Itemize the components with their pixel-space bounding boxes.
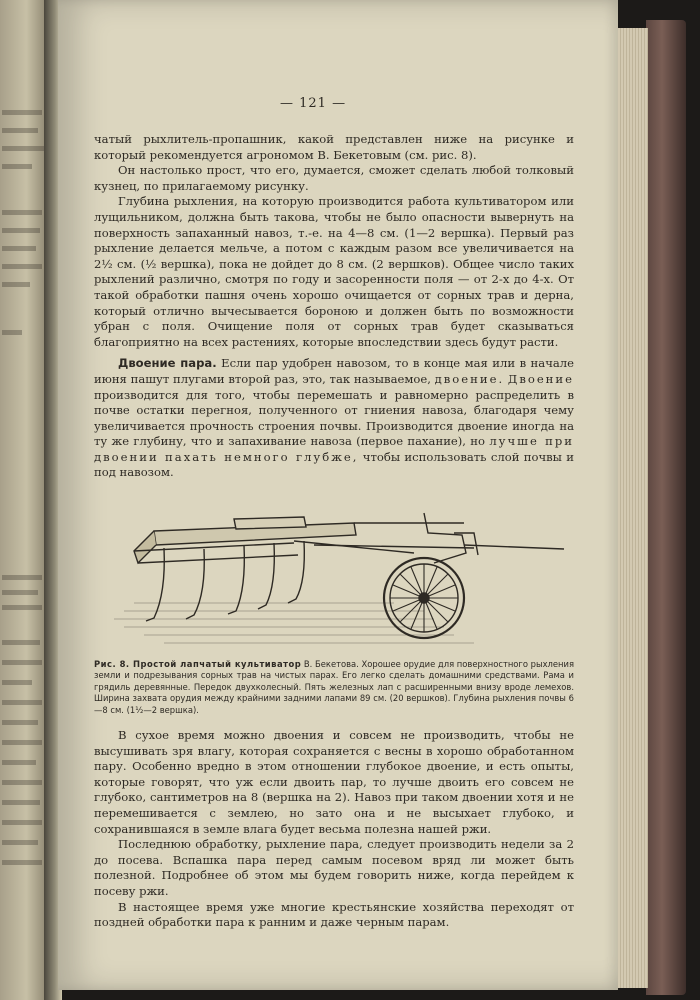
paragraph-dvoenie: Двоение пара. Если пар удобрен навозом, то в конце мая или в начале июня пашут плугами второй раз, это, так называемое, двоение. Двоение производится для того, чтобы перемешать и равномерно распределить в почве остатки перегноя, полученного от гниения навоза, благодаря чему увеличивается прочность строения почвы. Производится двоение иногда на ту же глубину, что и запахивание навоза (первое пахание), но лучше при двоении пахать немного глубже, чтобы использовать слой почвы и под навозом. xyxy=(94,356,575,480)
cultivator-drawing xyxy=(94,493,574,653)
paragraph: В настоящее время уже многие крестьянские хозяйства переходят от поздней обработки пара к ранним и даже черным парам. xyxy=(94,899,574,930)
book-cover-edge xyxy=(646,20,686,995)
page-stack-edge xyxy=(618,28,648,988)
page-text xyxy=(94,132,574,931)
figure-caption xyxy=(94,659,574,716)
cultivator-illustration xyxy=(94,493,574,653)
left-page-edge xyxy=(0,0,48,1000)
page-number: — 121 — xyxy=(280,96,347,111)
paragraph: чатый рыхлитель-пропашник, какой представлен ниже на рисунке и который рекомендуется агрономом В. Бекетовым (см. рис. 8). xyxy=(94,132,574,162)
book-page xyxy=(58,0,618,990)
paragraph: Последнюю обработку, рыхление пара, следует производить недели за 2 до посева. Вспашка пара перед самым посевом вряд ли может быть полезной. Подробнее об этом мы будем говорить ниже, когда перейдем к посеву ржи. xyxy=(94,837,574,899)
paragraph: Он настолько прост, что его, думается, сможет сделать любой толковый кузнец, по прилагаемому рисунку. xyxy=(94,163,574,193)
caption-text: В. Бекетова. Хорошее орудие для поверхностного рыхления земли и подрезывания сорных трав на чистых парах. Его легко сделать домашними средствами. Рама и грядиль деревянные. Передок двухколесный. Пять железных лап с расширенными внизу вроде лемехов. Ширина захвата орудия между крайними задними лапами 89 см. (20 вершков). Глубина рыхления почвы 6—8 см. (1½—2 вершка). xyxy=(94,659,574,715)
caption-label: Рис. 8. Простой лапчатый культиватор xyxy=(94,659,302,670)
paragraph: В сухое время можно двоения и совсем не производить, чтобы не высушивать зря влагу, которая сохраняется с весны в хорошо обработанном пару. Особенно вредно в этом отношении глубокое двоение, и есть опыты, которые говорят, что уж если двоить пар, то лучше двоить его совсем не глубоко, сантиметров на 8 (вершка на 2). Навоз при таком двоении хотя и не перемешивается с землею, но зато она и не высыхает глубоко, и сохранившаяся в земле влага будет весьма полезна нашей ржи. xyxy=(94,728,574,836)
paragraph: Глубина рыхления, на которую производится работа культиватором или лущильником, должна быть такова, чтобы не было опасности вывернуть на поверхность запаханный навоз, т.-е. на 4—8 см. (1—2 вершка). Первый раз рыхление делается мельче, а потом с каждым разом все увеличивается на 2½ см. (½ вершка), пока не дойдет до 8 см. (2 вершков). Общее число таких рыхлений различно, смотря по году и засоренности поля — от 2-х до 4-х. От такой обработки пашня очень хорошо очищается от сорных трав и дерна, который отлично вычесывается бороною и должен быть по возможности убран с поля. Очищение поля от сорных трав будет сказываться благоприятно на всех растениях, которые впоследствии здесь будут расти. xyxy=(94,194,574,349)
section-heading: Двоение пара. xyxy=(118,356,217,371)
